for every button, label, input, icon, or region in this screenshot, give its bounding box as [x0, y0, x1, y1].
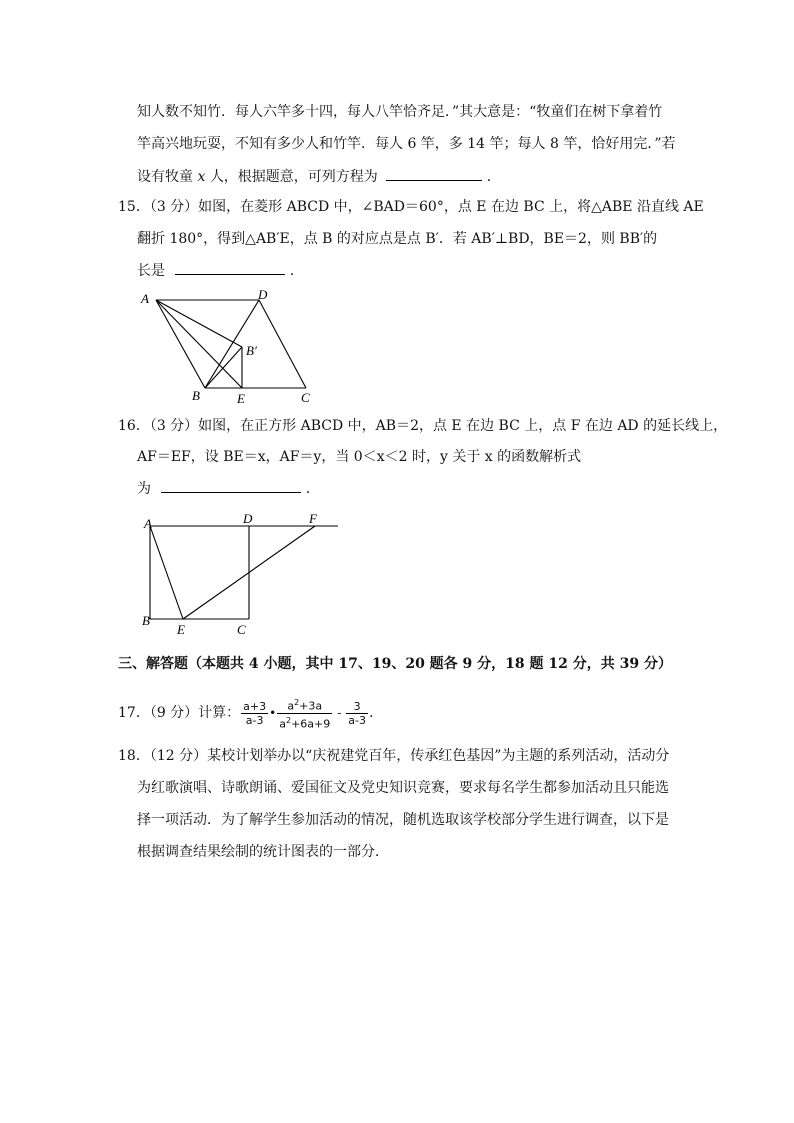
q14-line-2: 竿高兴地玩耍，不知有多少人和竹竿．每人 6 竿，多 14 竿；每人 8 竿，恰好用完．”若 [137, 136, 676, 152]
q18-line-1: 18．（12 分）某校计划举办以“庆祝建党百年，传承红色基因”为主题的系列活动，活动分 [118, 748, 670, 764]
label-F: F [309, 511, 317, 526]
label-C: C [301, 390, 310, 405]
q16-line-1: 16．（3 分）如图，在正方形 ABCD 中，AB＝2，点 E 在边 BC 上，点 F 在边 AD 的延长线上， [118, 418, 728, 434]
q14-line-1: 知人数不知竹．每人六竿多十四，每人八竿恰齐足．”其大意是：“牧童们在树下拿着竹 [137, 104, 663, 120]
q14-line-3: 设有牧童 x 人，根据题意，可列方程为 ． [137, 166, 501, 187]
rhombus-figure [136, 285, 326, 405]
q16-line-3: 为 ． [137, 478, 320, 499]
q15-line-1: 15．（3 分）如图，在菱形 ABCD 中，∠BAD＝60°，点 E 在边 BC 上，将△ABE 沿直线 AE [118, 199, 704, 215]
fraction-2: $\frac{a^2+3a}{a^2+6a+9}$ [279, 698, 331, 731]
section-3-heading: 三、解答题（本题共 4 小题，其中 17、19、20 题各 9 分，18 题 12 分，共 39 分） [118, 656, 672, 672]
label-B: B [142, 613, 150, 628]
label-E: E [237, 391, 245, 405]
answer-blank-q14[interactable] [386, 166, 482, 181]
q17-line: 17．（9 分）计算： $\frac{a+3}{a-3}$ • $\frac{a^2+3a}{a^2+6a+9}$ - $\frac{3}{a-3}$ . [118, 698, 374, 731]
label-B-prime: B′ [246, 343, 257, 358]
q18-line-4: 根据调查结果绘制的统计图表的一部分． [137, 844, 389, 860]
label-D: D [258, 287, 268, 302]
answer-blank-q16[interactable] [161, 478, 301, 493]
label-D: D [243, 511, 253, 526]
answer-blank-q15[interactable] [175, 260, 285, 275]
fraction-3: $\frac{3}{a-3}$ [348, 699, 367, 727]
q15-line-2: 翻折 180°，得到△AB′E，点 B 的对应点是点 B′．若 AB′⊥BD，BE＝2，则 BB′的 [137, 231, 658, 247]
square-figure [136, 508, 346, 638]
label-E: E [177, 622, 185, 637]
label-B: B [192, 388, 200, 403]
fraction-1: $\frac{a+3}{a-3}$ [243, 699, 267, 727]
label-C: C [237, 622, 246, 637]
label-A: A [141, 291, 149, 306]
q15-line-3: 长是 ． [137, 260, 304, 281]
label-A: A [144, 516, 152, 531]
q18-line-2: 为红歌演唱、诗歌朗诵、爱国征文及党史知识竞赛，要求每名学生都参加活动且只能选 [137, 780, 669, 796]
q18-line-3: 择一项活动．为了解学生参加活动的情况，随机选取该学校部分学生进行调查，以下是 [137, 812, 669, 828]
q16-line-2: AF＝EF，设 BE＝x，AF＝y，当 0＜x＜2 时，y 关于 x 的函数解析式 [137, 449, 582, 465]
